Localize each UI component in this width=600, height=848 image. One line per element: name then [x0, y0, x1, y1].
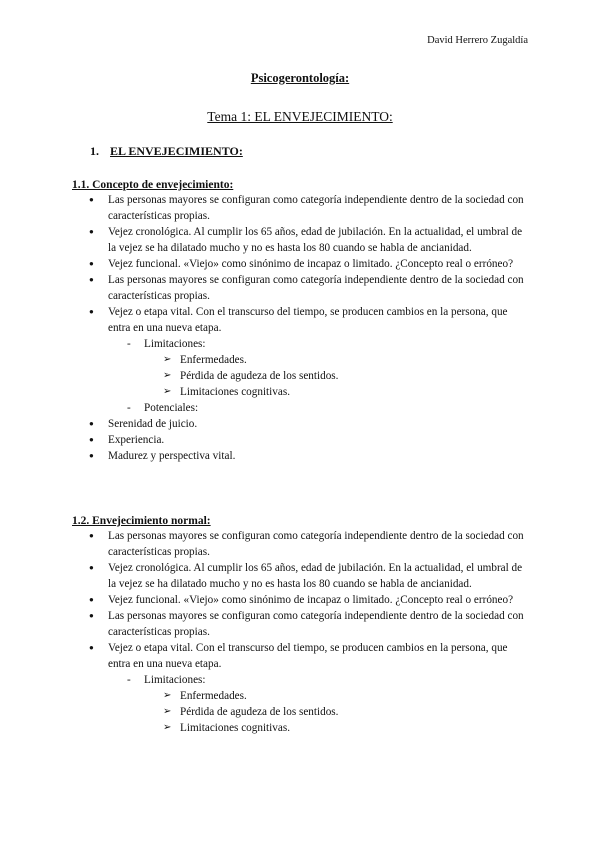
list-subsubitem: ➢ Pérdida de agudeza de los sentidos.	[0, 704, 600, 720]
author-name: David Herrero Zugaldía	[427, 35, 528, 46]
list-item: ● Vejez funcional. «Viejo» como sinónimo de incapaz o limitado. ¿Concepto real o erróneo?	[0, 256, 528, 272]
list-item: ● Las personas mayores se configuran como categoría independiente dentro de la sociedad con características propias.	[0, 192, 528, 224]
list-subsubitem: ➢ Enfermedades.	[0, 352, 600, 368]
list-subitem: - Limitaciones:	[0, 672, 564, 688]
list-subsubitem: ➢ Limitaciones cognitivas.	[0, 384, 600, 400]
list-item: ● Serenidad de juicio.	[0, 416, 528, 432]
list-item: ● Vejez funcional. «Viejo» como sinónimo de incapaz o limitado. ¿Concepto real o erróneo?	[0, 592, 528, 608]
concepto-list	[0, 192, 600, 464]
list-item: ● Madurez y perspectiva vital.	[0, 448, 528, 464]
list-subitem: - Potenciales:	[0, 400, 564, 416]
list-item: ● Las personas mayores se configuran como categoría independiente dentro de la sociedad con características propias.	[0, 272, 528, 304]
list-subsubitem: ➢ Pérdida de agudeza de los sentidos.	[0, 368, 600, 384]
section-title: EL ENVEJECIMIENTO:	[110, 144, 243, 158]
section-number: 1.	[90, 144, 99, 158]
list-item: ● Las personas mayores se configuran como categoría independiente dentro de la sociedad con características propias.	[0, 528, 528, 560]
document-title: Psicogerontología:	[250, 71, 350, 85]
subsection-heading-concepto: 1.1. Concepto de envejecimiento:	[72, 179, 234, 191]
list-subsubitem: ➢ Enfermedades.	[0, 688, 600, 704]
section-heading	[90, 143, 243, 159]
list-item: ● Vejez cronológica. Al cumplir los 65 años, edad de jubilación. En la actualidad, el umbral de la vejez se ha dilatado mucho y no es hasta los 80 cuando se habla de ancianidad.	[0, 224, 528, 256]
normal-list	[0, 528, 600, 736]
list-item: ● Vejez o etapa vital. Con el transcurso del tiempo, se producen cambios en la persona, que entra en una nueva etapa.	[0, 304, 528, 336]
list-subitem: - Limitaciones:	[0, 336, 564, 352]
tema-title: Tema 1: EL ENVEJECIMIENTO:	[207, 109, 393, 124]
list-item: ● Experiencia.	[0, 432, 528, 448]
list-item: ● Vejez o etapa vital. Con el transcurso del tiempo, se producen cambios en la persona, que entra en una nueva etapa.	[0, 640, 528, 672]
list-item: ● Vejez cronológica. Al cumplir los 65 años, edad de jubilación. En la actualidad, el umbral de la vejez se ha dilatado mucho y no es hasta los 80 cuando se habla de ancianidad.	[0, 560, 528, 592]
list-subsubitem: ➢ Limitaciones cognitivas.	[0, 720, 600, 736]
subsection-heading-normal: 1.2. Envejecimiento normal:	[72, 515, 211, 527]
list-item: ● Las personas mayores se configuran como categoría independiente dentro de la sociedad con características propias.	[0, 608, 528, 640]
